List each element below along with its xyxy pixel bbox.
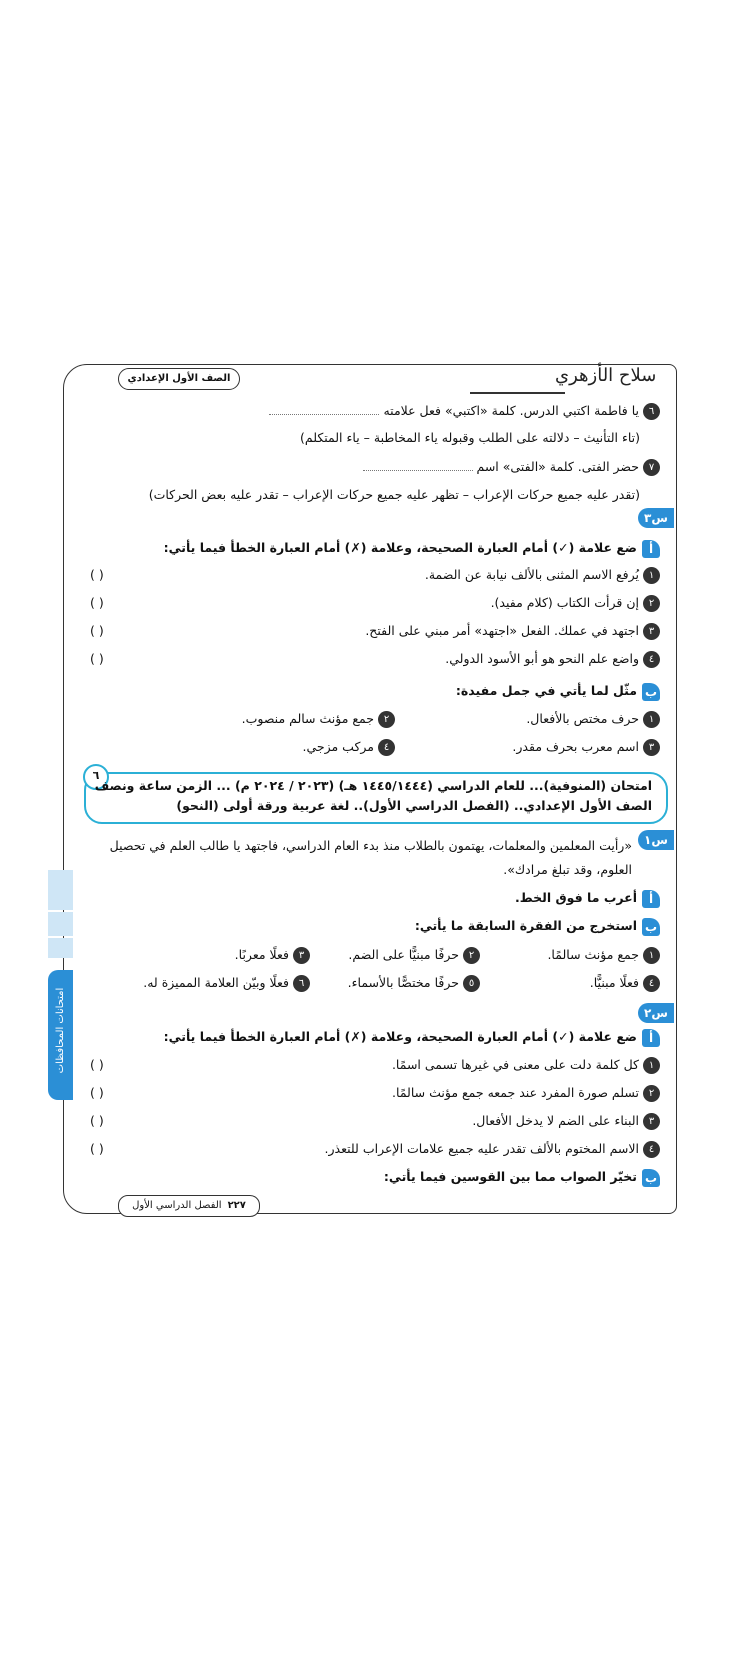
answer-paren: ( ): [90, 1141, 104, 1156]
side-tab-strip: [48, 938, 73, 958]
q3-a-item-2: ٢إن قرأت الكتاب (كلام مفيد).: [491, 593, 660, 613]
q2-b-instruction: بتخيّر الصواب مما بين القوسين فيما يأتي:: [384, 1167, 660, 1187]
answer-blank: [363, 460, 473, 471]
passage-line-2: العلوم، وقد تبلغ مرادك».: [503, 862, 632, 877]
item-number: ٦: [643, 403, 660, 420]
options-line-6: (تاء التأنيث – دلالته على الطلب وقبوله ياء المخاطبة – ياء المتكلم): [300, 430, 640, 445]
q3-a-item-3: ٣اجتهد في عملك. الفعل «اجتهد» أمر مبني على الفتح.: [365, 621, 660, 641]
q1-b-item-1: ١جمع مؤنث سالمًا.: [547, 945, 660, 965]
answer-paren: ( ): [90, 651, 104, 666]
side-tab-strip: [48, 870, 73, 910]
answer-paren: ( ): [90, 623, 104, 638]
sub-letter-a: أ: [642, 540, 660, 558]
q1-b-item-6: ٦فعلًا وبيّن العلامة المميزة له.: [143, 973, 310, 993]
exam-title-line-1: امتحان (المنوفية)... للعام الدراسي (١٤٤٥/١٤٤٤ هـ) (٢٠٢٣ / ٢٠٢٤ م) ... الزمن ساعة ونصف: [94, 778, 652, 793]
q3-b-instruction: بمثّل لما يأتي في جمل مفيدة:: [456, 681, 660, 701]
q3-b-item-3: ٣اسم معرب بحرف مقدر.: [512, 737, 660, 757]
q2-a-instruction: أضع علامة (✓) أمام العبارة الصحيحة، وعلامة (✗) أمام العبارة الخطأ فيما يأتي:: [164, 1027, 660, 1047]
q1-b-item-3: ٣فعلًا معربًا.: [235, 945, 310, 965]
options-line-7: (تقدر عليه جميع حركات الإعراب – تظهر عليه جميع حركات الإعراب – تقدر عليه بعض الحركات): [148, 487, 640, 502]
exam-number-badge: ٦: [83, 764, 109, 790]
q2-a-item-1: ١كل كلمة دلت على معنى في غيرها تسمى اسمًا.: [392, 1055, 660, 1075]
sub-letter-b: ب: [642, 1169, 660, 1187]
semester-label: الفصل الدراسي الأول: [132, 1200, 222, 1211]
q1-a-instruction: أأعرب ما فوق الخط.: [515, 888, 660, 908]
q1-b-item-2: ٢حرفًا مبنيًّا على الضم.: [348, 945, 480, 965]
question-tag-q3: س٣: [638, 508, 674, 528]
sub-letter-a: أ: [642, 1029, 660, 1047]
exam-header-box: [84, 769, 668, 824]
q2-a-item-3: ٣البناء على الضم لا يدخل الأفعال.: [472, 1111, 660, 1131]
answer-paren: ( ): [90, 567, 104, 582]
q1-b-item-5: ٥حرفًا مختصًّا بالأسماء.: [348, 973, 480, 993]
q2-a-item-2: ٢تسلم صورة المفرد عند جمعه جمع مؤنث سالمًا.: [392, 1083, 660, 1103]
question-tag-q2: س٢: [638, 1003, 674, 1023]
grade-label: الصف الأول الإعدادي: [118, 368, 240, 390]
q3-a-instruction: أضع علامة (✓) أمام العبارة الصحيحة، وعلامة (✗) أمام العبارة الخطأ فيما يأتي:: [164, 538, 660, 558]
question-tag-q1: س١: [638, 830, 674, 850]
item-text: حضر الفتى. كلمة «الفتى» اسم: [476, 459, 639, 474]
q3-b-item-1: ١حرف مختص بالأفعال.: [526, 709, 660, 729]
answer-blank: [269, 404, 379, 415]
q3-a-item-4: ٤واضع علم النحو هو أبو الأسود الدولي.: [445, 649, 660, 669]
side-tab-strip: [48, 912, 73, 936]
q1-b-instruction: باستخرج من الفقرة السابقة ما يأتي:: [415, 916, 660, 936]
q1-b-item-4: ٤فعلًا مبنيًّا.: [590, 973, 660, 993]
answer-paren: ( ): [90, 1113, 104, 1128]
question-item-7: [363, 457, 660, 477]
brand-underline: [470, 392, 565, 394]
side-tab-provinces: امتحانات المحافظات: [48, 970, 73, 1100]
answer-paren: ( ): [90, 595, 104, 610]
exam-title-line-2: الصف الأول الإعدادي.. (الفصل الدراسي الأول).. لغة عربية ورقة أولى (النحو): [176, 798, 652, 813]
item-text: يا فاطمة اكتبي الدرس. كلمة «اكتبي» فعل علامته: [383, 403, 639, 418]
q2-a-item-4: ٤الاسم المختوم بالألف تقدر عليه جميع علامات الإعراب للتعذر.: [325, 1139, 660, 1159]
answer-paren: ( ): [90, 1085, 104, 1100]
q3-b-item-2: ٢جمع مؤنث سالم منصوب.: [242, 709, 395, 729]
brand-logo: سلاح الأزهري: [555, 365, 657, 386]
sub-letter-b: ب: [642, 918, 660, 936]
question-item-6: [269, 401, 660, 421]
q3-a-item-1: ١يُرفع الاسم المثنى بالألف نيابة عن الضمة.: [425, 565, 660, 585]
q3-b-item-4: ٤مركب مزجي.: [302, 737, 395, 757]
sub-letter-b: ب: [642, 683, 660, 701]
page-footer: [118, 1195, 260, 1217]
item-number: ٧: [643, 459, 660, 476]
page-number: ٢٢٧: [227, 1200, 246, 1211]
sub-letter-a: أ: [642, 890, 660, 908]
answer-paren: ( ): [90, 1057, 104, 1072]
passage-line-1: «رأيت المعلمين والمعلمات، يهتمون بالطلاب منذ بدء العام الدراسي، فاجتهد يا طالب العلم في تحصيل: [109, 838, 632, 853]
